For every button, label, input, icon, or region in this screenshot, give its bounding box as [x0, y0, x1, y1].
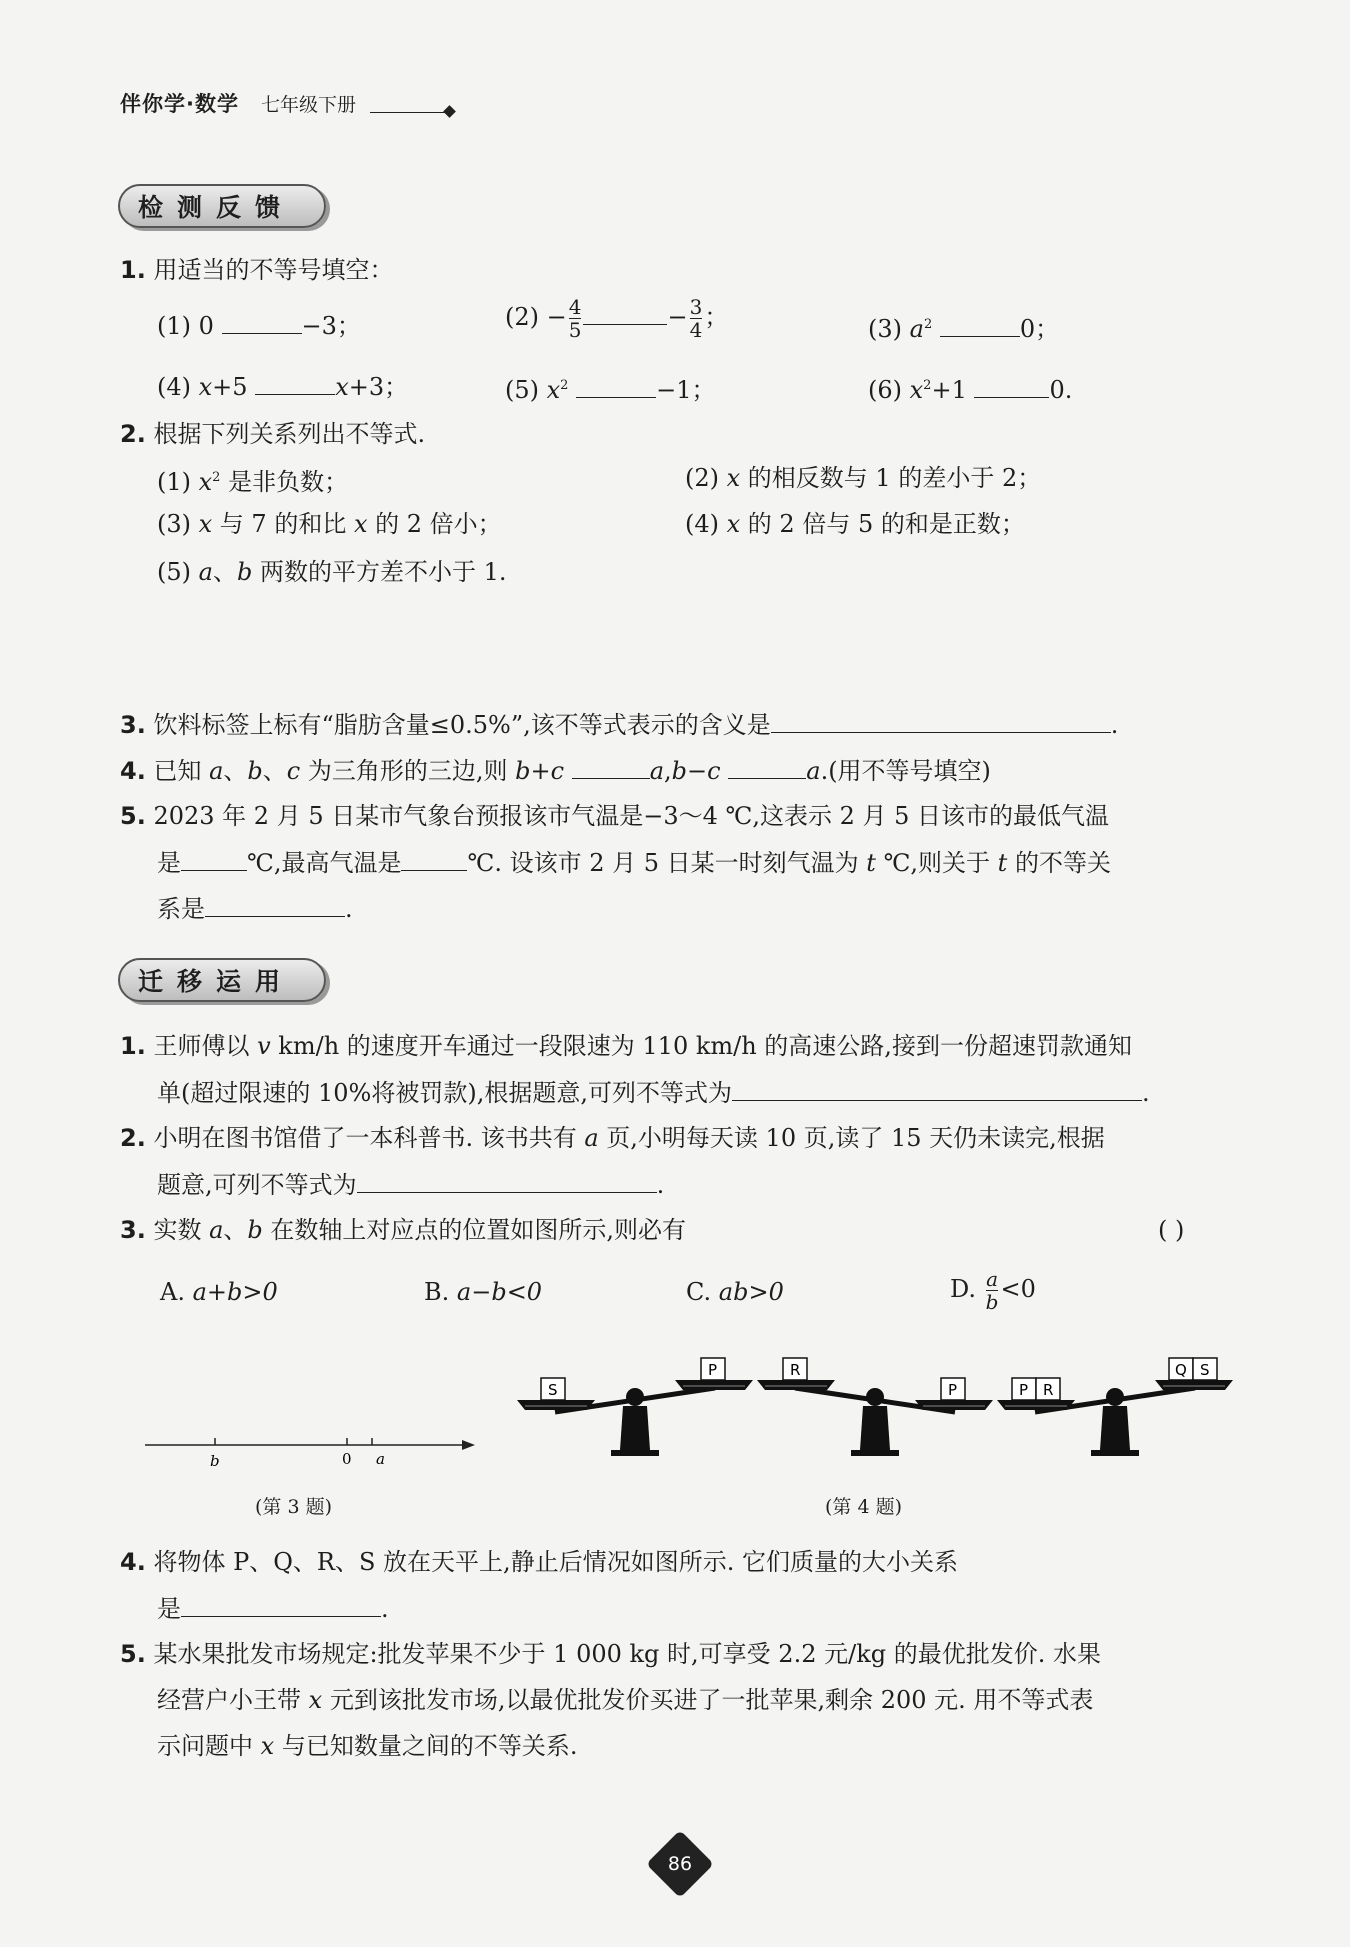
question-text: + — [530, 757, 551, 785]
answer-blank[interactable] — [974, 373, 1049, 398]
question-text: 实数 — [153, 1216, 210, 1244]
question-text: . — [1110, 711, 1119, 739]
question-text: 王师傅以 — [153, 1032, 258, 1060]
question-text: 为三角形的三边,则 — [300, 757, 516, 785]
option-b[interactable] — [424, 1276, 542, 1308]
transfer-q5-line1 — [120, 1638, 1101, 1670]
option-expression: <0 — [1000, 1275, 1036, 1303]
answer-blank[interactable] — [357, 1168, 657, 1193]
numerator: 4 — [568, 295, 582, 319]
variable: x — [726, 464, 741, 492]
fraction — [569, 296, 582, 341]
part-text: +1 — [931, 376, 967, 404]
item-text: 、 — [212, 558, 237, 586]
item-text: 是非负数； — [220, 468, 349, 496]
question-number: 3. — [120, 711, 146, 739]
variable: x — [726, 510, 741, 538]
option-letter: B. — [424, 1278, 450, 1306]
denominator: b — [985, 1290, 999, 1314]
answer-blank[interactable] — [771, 708, 1111, 733]
answer-blank[interactable] — [572, 754, 650, 779]
answer-blank[interactable] — [940, 312, 1020, 337]
question-number: 4. — [120, 757, 146, 785]
section-banner-transfer: 迁移运用 — [118, 958, 326, 1002]
check-q2-item2 — [685, 462, 1041, 494]
option-a[interactable] — [160, 1276, 278, 1308]
question-text: . — [345, 895, 353, 923]
variable: a — [209, 1216, 224, 1244]
variable: b — [515, 757, 531, 785]
question-text: ℃. 设该市 2 月 5 日某一时刻气温为 — [467, 849, 867, 877]
variable: x — [198, 468, 213, 496]
question-text: 2023 年 2 月 5 日某市气象台预报该市气温是−3～4 ℃,这表示 2 月 5 日该市的最低气温 — [153, 802, 1110, 830]
variable: c — [707, 757, 721, 785]
variable: t — [997, 849, 1008, 877]
question-text: 示问题中 — [157, 1732, 261, 1760]
transfer-q5-line2 — [157, 1684, 1093, 1716]
page-number-badge — [646, 1830, 714, 1898]
check-q2-stem — [120, 418, 425, 450]
numerator: 3 — [689, 295, 703, 319]
question-text: ℃,最高气温是 — [247, 849, 402, 877]
variable: b — [671, 757, 688, 785]
check-q2-item5 — [157, 556, 506, 588]
exponent: 2 — [212, 470, 221, 485]
transfer-q2-line2 — [157, 1168, 664, 1201]
transfer-q4-line1 — [120, 1546, 958, 1578]
question-text: , — [664, 757, 672, 785]
variable: c — [550, 757, 565, 785]
variable: a — [209, 757, 224, 785]
question-text: 经营户小王带 — [157, 1686, 309, 1714]
box-p: P — [708, 1361, 718, 1379]
question-text: 题意,可列不等式为 — [157, 1171, 357, 1199]
variable: x — [353, 510, 368, 538]
variable: x — [308, 1686, 323, 1714]
answer-blank[interactable] — [732, 1076, 1142, 1101]
question-text: 系是 — [157, 895, 205, 923]
box-r: R — [1043, 1381, 1054, 1399]
question-text: 元到该批发市场,以最优批发价买进了一批苹果,剩余 200 元. 用不等式表 — [322, 1686, 1094, 1714]
answer-blank[interactable] — [401, 846, 467, 871]
label-a: a — [376, 1450, 385, 1468]
item-text: (5) — [157, 558, 199, 586]
balance-scales-figure — [515, 1340, 1235, 1470]
option-expression: a−b<0 — [456, 1278, 543, 1306]
box-r: R — [790, 1361, 801, 1379]
figure-caption-q3: (第 3 题) — [255, 1496, 332, 1518]
option-d[interactable] — [950, 1268, 1036, 1313]
exponent: 2 — [923, 378, 932, 393]
question-text: 已知 — [153, 757, 210, 785]
variable: a — [649, 757, 665, 785]
question-text: 饮料标签上标有“脂肪含量≤0.5%”,该不等式表示的含义是 — [153, 711, 771, 739]
check-q5-line3 — [157, 892, 353, 925]
part-text: ； — [704, 303, 729, 331]
check-q1-part2 — [505, 296, 728, 341]
label-b: b — [210, 1452, 220, 1470]
denominator: 4 — [689, 318, 703, 342]
answer-blank[interactable] — [576, 373, 656, 398]
variable: x — [198, 510, 213, 538]
part-text: 0. — [1049, 376, 1073, 404]
variable: a — [909, 315, 924, 343]
box-q: Q — [1175, 1361, 1187, 1379]
check-q1-part4 — [157, 370, 408, 403]
figure-caption-q4: (第 4 题) — [825, 1496, 902, 1518]
answer-blank[interactable] — [255, 370, 335, 395]
part-text: − — [667, 303, 688, 331]
transfer-q5-line3 — [157, 1730, 577, 1762]
check-q5-line1 — [120, 800, 1109, 832]
part-text: −3； — [301, 312, 361, 340]
balance-scale-2 — [757, 1358, 993, 1456]
question-text: 、 — [223, 1216, 248, 1244]
fraction — [690, 296, 703, 341]
check-q2-item3 — [157, 508, 502, 540]
check-q1-part3 — [868, 309, 1059, 345]
check-q4 — [120, 754, 991, 787]
option-c[interactable] — [686, 1276, 784, 1308]
fraction — [986, 1268, 999, 1313]
answer-blank[interactable] — [181, 846, 247, 871]
variable: x — [260, 1732, 275, 1760]
question-number: 2. — [120, 1124, 146, 1152]
question-number: 5. — [120, 1640, 146, 1668]
question-number: 1. — [120, 256, 146, 284]
question-text: 将物体 P、Q、R、S 放在天平上,静止后情况如图所示. 它们质量的大小关系 — [153, 1548, 958, 1576]
variable: x — [198, 373, 213, 401]
label-zero: 0 — [342, 1450, 352, 1468]
option-expression: a+b>0 — [192, 1278, 278, 1306]
transfer-q3-stem — [120, 1214, 686, 1246]
check-q2-item1 — [157, 462, 348, 498]
answer-blank[interactable] — [583, 300, 667, 325]
part-text: (2) − — [505, 303, 567, 331]
box-s: S — [1200, 1361, 1210, 1379]
header-rule — [370, 112, 450, 113]
question-text: km/h 的速度开车通过一段限速为 110 km/h 的高速公路,接到一份超速罚款通知 — [270, 1032, 1132, 1060]
variable: x — [335, 373, 349, 401]
answer-blank[interactable] — [205, 892, 345, 917]
option-letter: C. — [686, 1278, 712, 1306]
part-text: (4) — [157, 373, 199, 401]
balance-scale-1 — [517, 1358, 753, 1456]
question-text: .(用不等号填空) — [820, 757, 991, 785]
item-text: (1) — [157, 468, 199, 496]
question-text: 在数轴上对应点的位置如图所示,则必有 — [262, 1216, 687, 1244]
part-text: −1； — [656, 376, 716, 404]
page-header — [120, 88, 356, 118]
part-text: (5) — [505, 376, 547, 404]
question-number: 2. — [120, 420, 146, 448]
part-text: (1) 0 — [157, 312, 214, 340]
box-p: P — [1019, 1381, 1029, 1399]
check-q2-item4 — [685, 508, 1025, 540]
check-q1-stem — [120, 254, 393, 286]
question-number: 1. — [120, 1032, 146, 1060]
numerator: a — [986, 1267, 999, 1291]
answer-parentheses[interactable]: ( ) — [1158, 1216, 1185, 1244]
item-text: 的 2 倍小； — [367, 510, 502, 538]
transfer-q1-line1 — [120, 1030, 1132, 1062]
item-text: 的相反数与 1 的差小于 2； — [740, 464, 1042, 492]
grade-label: 七年级下册 — [260, 94, 356, 116]
question-number: 4. — [120, 1548, 146, 1576]
item-text: (2) — [685, 464, 727, 492]
question-text: 与已知数量之间的不等关系. — [274, 1732, 578, 1760]
part-text: +5 — [212, 373, 248, 401]
question-text: . — [656, 1171, 665, 1199]
part-text: 0； — [1019, 315, 1060, 343]
variable: t — [866, 849, 876, 877]
section-banner-check: 检测反馈 — [118, 184, 326, 228]
header-diamond — [443, 105, 456, 118]
question-text: 某水果批发市场规定:批发苹果不少于 1 000 kg 时,可享受 2.2 元/kg 的最优批发价. 水果 — [153, 1640, 1101, 1668]
check-q1-part5 — [505, 370, 715, 406]
check-q5-line2 — [157, 846, 1111, 879]
variable: a — [806, 757, 821, 785]
balance-scale-3 — [997, 1358, 1233, 1456]
question-number: 3. — [120, 1216, 146, 1244]
option-expression: ab>0 — [718, 1278, 784, 1306]
transfer-q2-line1 — [120, 1122, 1105, 1154]
book-title: 伴你学·数学 — [120, 92, 239, 116]
item-text: 的 2 倍与 5 的和是正数； — [740, 510, 1025, 538]
variable: b — [236, 558, 253, 586]
check-q3 — [120, 708, 1118, 741]
transfer-q4-line2 — [157, 1592, 389, 1625]
question-text: . — [1141, 1079, 1150, 1107]
question-text: 的不等关 — [1007, 849, 1111, 877]
question-text: 是 — [157, 1595, 181, 1623]
exponent: 2 — [560, 378, 569, 393]
variable: a — [198, 558, 213, 586]
variable: v — [257, 1032, 271, 1060]
question-text: 用适当的不等号填空： — [153, 256, 394, 284]
question-text: 是 — [157, 849, 181, 877]
question-text: 根据下列关系列出不等式. — [153, 420, 426, 448]
part-text: (3) — [868, 315, 910, 343]
question-text: 、 — [262, 757, 287, 785]
part-text: +3； — [348, 373, 409, 401]
question-number: 5. — [120, 802, 146, 830]
box-p: P — [948, 1381, 958, 1399]
variable: c — [286, 757, 301, 785]
question-text: 、 — [223, 757, 248, 785]
variable: b — [247, 757, 263, 785]
answer-blank[interactable] — [222, 309, 302, 334]
question-text: 小明在图书馆借了一本科普书. 该书共有 — [153, 1124, 585, 1152]
number-line-figure — [140, 1420, 480, 1480]
variable: x — [546, 376, 561, 404]
variable: a — [584, 1124, 599, 1152]
question-text: 单(超过限速的 10%将被罚款),根据题意,可列不等式为 — [157, 1079, 732, 1107]
exponent: 2 — [923, 317, 933, 332]
item-text: 两数的平方差不小于 1. — [252, 558, 507, 586]
variable: b — [247, 1216, 263, 1244]
check-q1-part6 — [868, 370, 1072, 406]
question-text: ℃,则关于 — [875, 849, 998, 877]
item-text: (4) — [685, 510, 727, 538]
transfer-q1-line2 — [157, 1076, 1150, 1109]
part-text: (6) — [868, 376, 910, 404]
answer-blank[interactable] — [181, 1592, 381, 1617]
option-letter: A. — [160, 1278, 185, 1306]
question-text: 页,小明每天读 10 页,读了 15 天仍未读完,根据 — [598, 1124, 1105, 1152]
variable: x — [909, 376, 924, 404]
check-q1-part1 — [157, 309, 361, 342]
option-letter: D. — [950, 1275, 977, 1303]
answer-blank[interactable] — [728, 754, 806, 779]
question-text: . — [381, 1595, 389, 1623]
item-text: (3) — [157, 510, 199, 538]
denominator: 5 — [568, 318, 582, 342]
box-s: S — [548, 1381, 558, 1399]
page-number: 86 — [667, 1853, 693, 1875]
question-text: − — [687, 757, 708, 785]
arrow-icon — [462, 1440, 475, 1450]
item-text: 与 7 的和比 — [212, 510, 354, 538]
